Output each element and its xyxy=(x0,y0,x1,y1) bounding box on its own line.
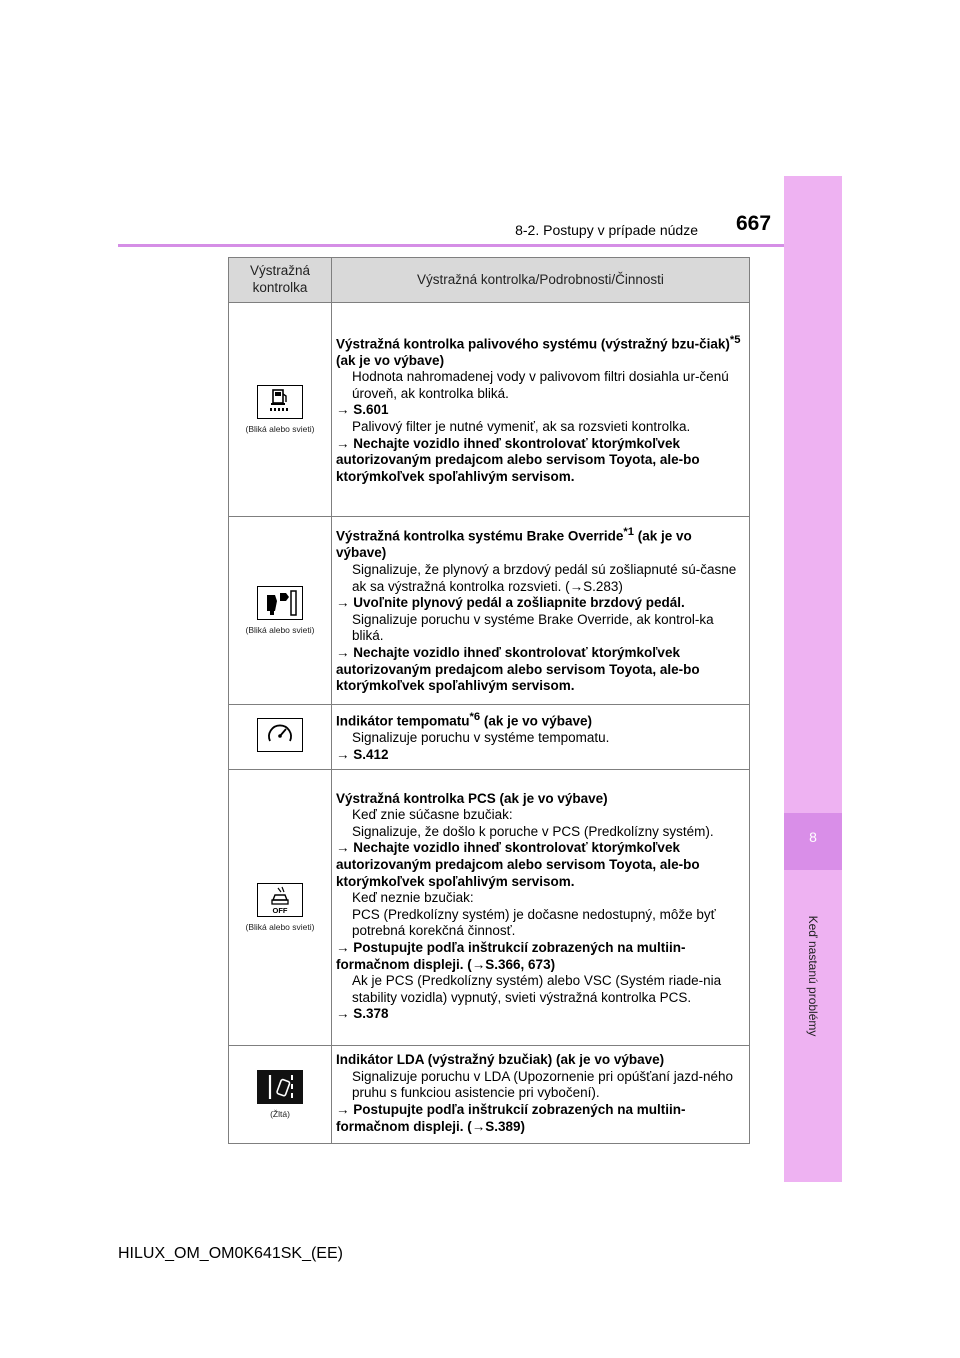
svg-text:OFF: OFF xyxy=(272,906,288,916)
icon-caption: (Bliká alebo svieti) xyxy=(245,921,315,932)
row-text: Signalizuje, že plynový a brzdový pedál sú zošliapnuté sú-časne ak sa výstražná kontrolka rozsvieti. (→S.283) xyxy=(352,561,737,594)
page-number: 667 xyxy=(736,212,772,235)
icon-caption: (Bliká alebo svieti) xyxy=(245,423,315,434)
row-text: Signalizuje, že došlo k poruche v PCS (Predkolízny systém). xyxy=(352,823,714,839)
table-row xyxy=(229,770,750,1046)
row-title: Indikátor LDA (výstražný bzučiak) (ak je vo výbave) xyxy=(336,1052,665,1068)
row-action: → Nechajte vozidlo ihneď skontrolovať ktorýmkoľvek autorizovaným predajcom alebo servisom Toyota, ale-bo ktorýmkoľvek spoľahlivým servisom. xyxy=(336,840,700,889)
row-reference: → S.601 xyxy=(336,402,389,418)
header-divider xyxy=(118,244,784,247)
row-text: PCS (Predkolízny systém) je dočasne nedostupný, môže byť potrebná korekčná činnosť. xyxy=(352,906,716,939)
warning-lights-table xyxy=(228,257,750,1144)
cruise-control-icon xyxy=(257,718,303,752)
chapter-number-block xyxy=(784,813,842,870)
row-text: Keď znie súčasne bzučiak: xyxy=(352,807,513,823)
row-title: Výstražná kontrolka PCS (ak je vo výbave) xyxy=(336,790,608,806)
icon-caption: (Bliká alebo svieti) xyxy=(245,624,315,635)
table-row xyxy=(229,517,750,705)
icon-caption: (Žltá) xyxy=(270,1108,290,1119)
row-text: Signalizuje poruchu v systéme tempomatu. xyxy=(352,730,610,746)
row-text: Signalizuje poruchu v systéme Brake Override, ak kontrol-ka bliká. xyxy=(352,611,714,644)
row-title: Výstražná kontrolka palivového systému (výstražný bzu-čiak)$^{*5}$ (ak je vo výbave) xyxy=(336,333,741,368)
table-row xyxy=(229,1046,750,1144)
chapter-side-tab xyxy=(784,176,842,1182)
row-text: Keď neznie bzučiak: xyxy=(352,890,474,906)
row-title: Indikátor tempomatu$^{*6}$ (ak je vo výbave) xyxy=(336,711,592,729)
col-header-light: Výstražná kontrolka xyxy=(229,258,332,303)
row-action: → Nechajte vozidlo ihneď skontrolovať ktorýmkoľvek autorizovaným predajcom alebo servisom Toyota, ale-bo ktorýmkoľvek spoľahlivým servisom. xyxy=(336,435,700,484)
chapter-number: 8 xyxy=(809,829,817,845)
lda-icon xyxy=(257,1070,303,1104)
row-text: Palivový filter je nutné vymeniť, ak sa rozsvieti kontrolka. xyxy=(352,419,691,435)
brake-override-icon xyxy=(257,586,303,620)
row-reference: → S.378 xyxy=(336,1006,389,1022)
row-reference: → S.412 xyxy=(336,746,389,762)
row-action: → Nechajte vozidlo ihneď skontrolovať ktorýmkoľvek autorizovaným predajcom alebo servisom Toyota, ale-bo ktorýmkoľvek spoľahlivým servisom. xyxy=(336,644,700,694)
row-text: Hodnota nahromadenej vody v palivovom filtri dosiahla ur-čenú úroveň, ak kontrolka bliká. xyxy=(352,369,729,401)
section-title: 8-2. Postupy v prípade núdze xyxy=(515,222,698,238)
col-header-details: Výstražná kontrolka/Podrobnosti/Činnosti xyxy=(332,258,750,303)
fuel-system-warning-icon xyxy=(257,385,303,419)
table-row xyxy=(229,303,750,517)
table-header-row xyxy=(229,258,750,303)
row-action: → Postupujte podľa inštrukcií zobrazených na multiin-formačnom displeji. (→S.389) xyxy=(336,1102,686,1134)
row-title: Výstražná kontrolka systému Brake Override$^{*1}$ (ak je vo výbave) xyxy=(336,526,692,561)
row-text: Ak je PCS (Predkolízny systém) alebo VSC (Systém riade-nia stability vozidla) vypnutý, svieti výstražná kontrolka PCS. xyxy=(352,973,722,1005)
table-row xyxy=(229,705,750,770)
row-text: Signalizuje poruchu v LDA (Upozornenie pri opúšťaní jazd-ného pruhu s funkciou asistencie pri vybočení). xyxy=(352,1068,734,1101)
row-action: → Postupujte podľa inštrukcií zobrazených na multiin-formačnom displeji. (→S.366, 673) xyxy=(336,939,686,972)
chapter-title: Keď nastanú problémy xyxy=(806,915,820,1037)
pcs-off-icon xyxy=(257,883,303,917)
document-code: HILUX_OM_OM0K641SK_(EE) xyxy=(118,1245,343,1262)
row-action: → Uvoľnite plynový pedál a zošliapnite brzdový pedál. xyxy=(336,595,685,611)
